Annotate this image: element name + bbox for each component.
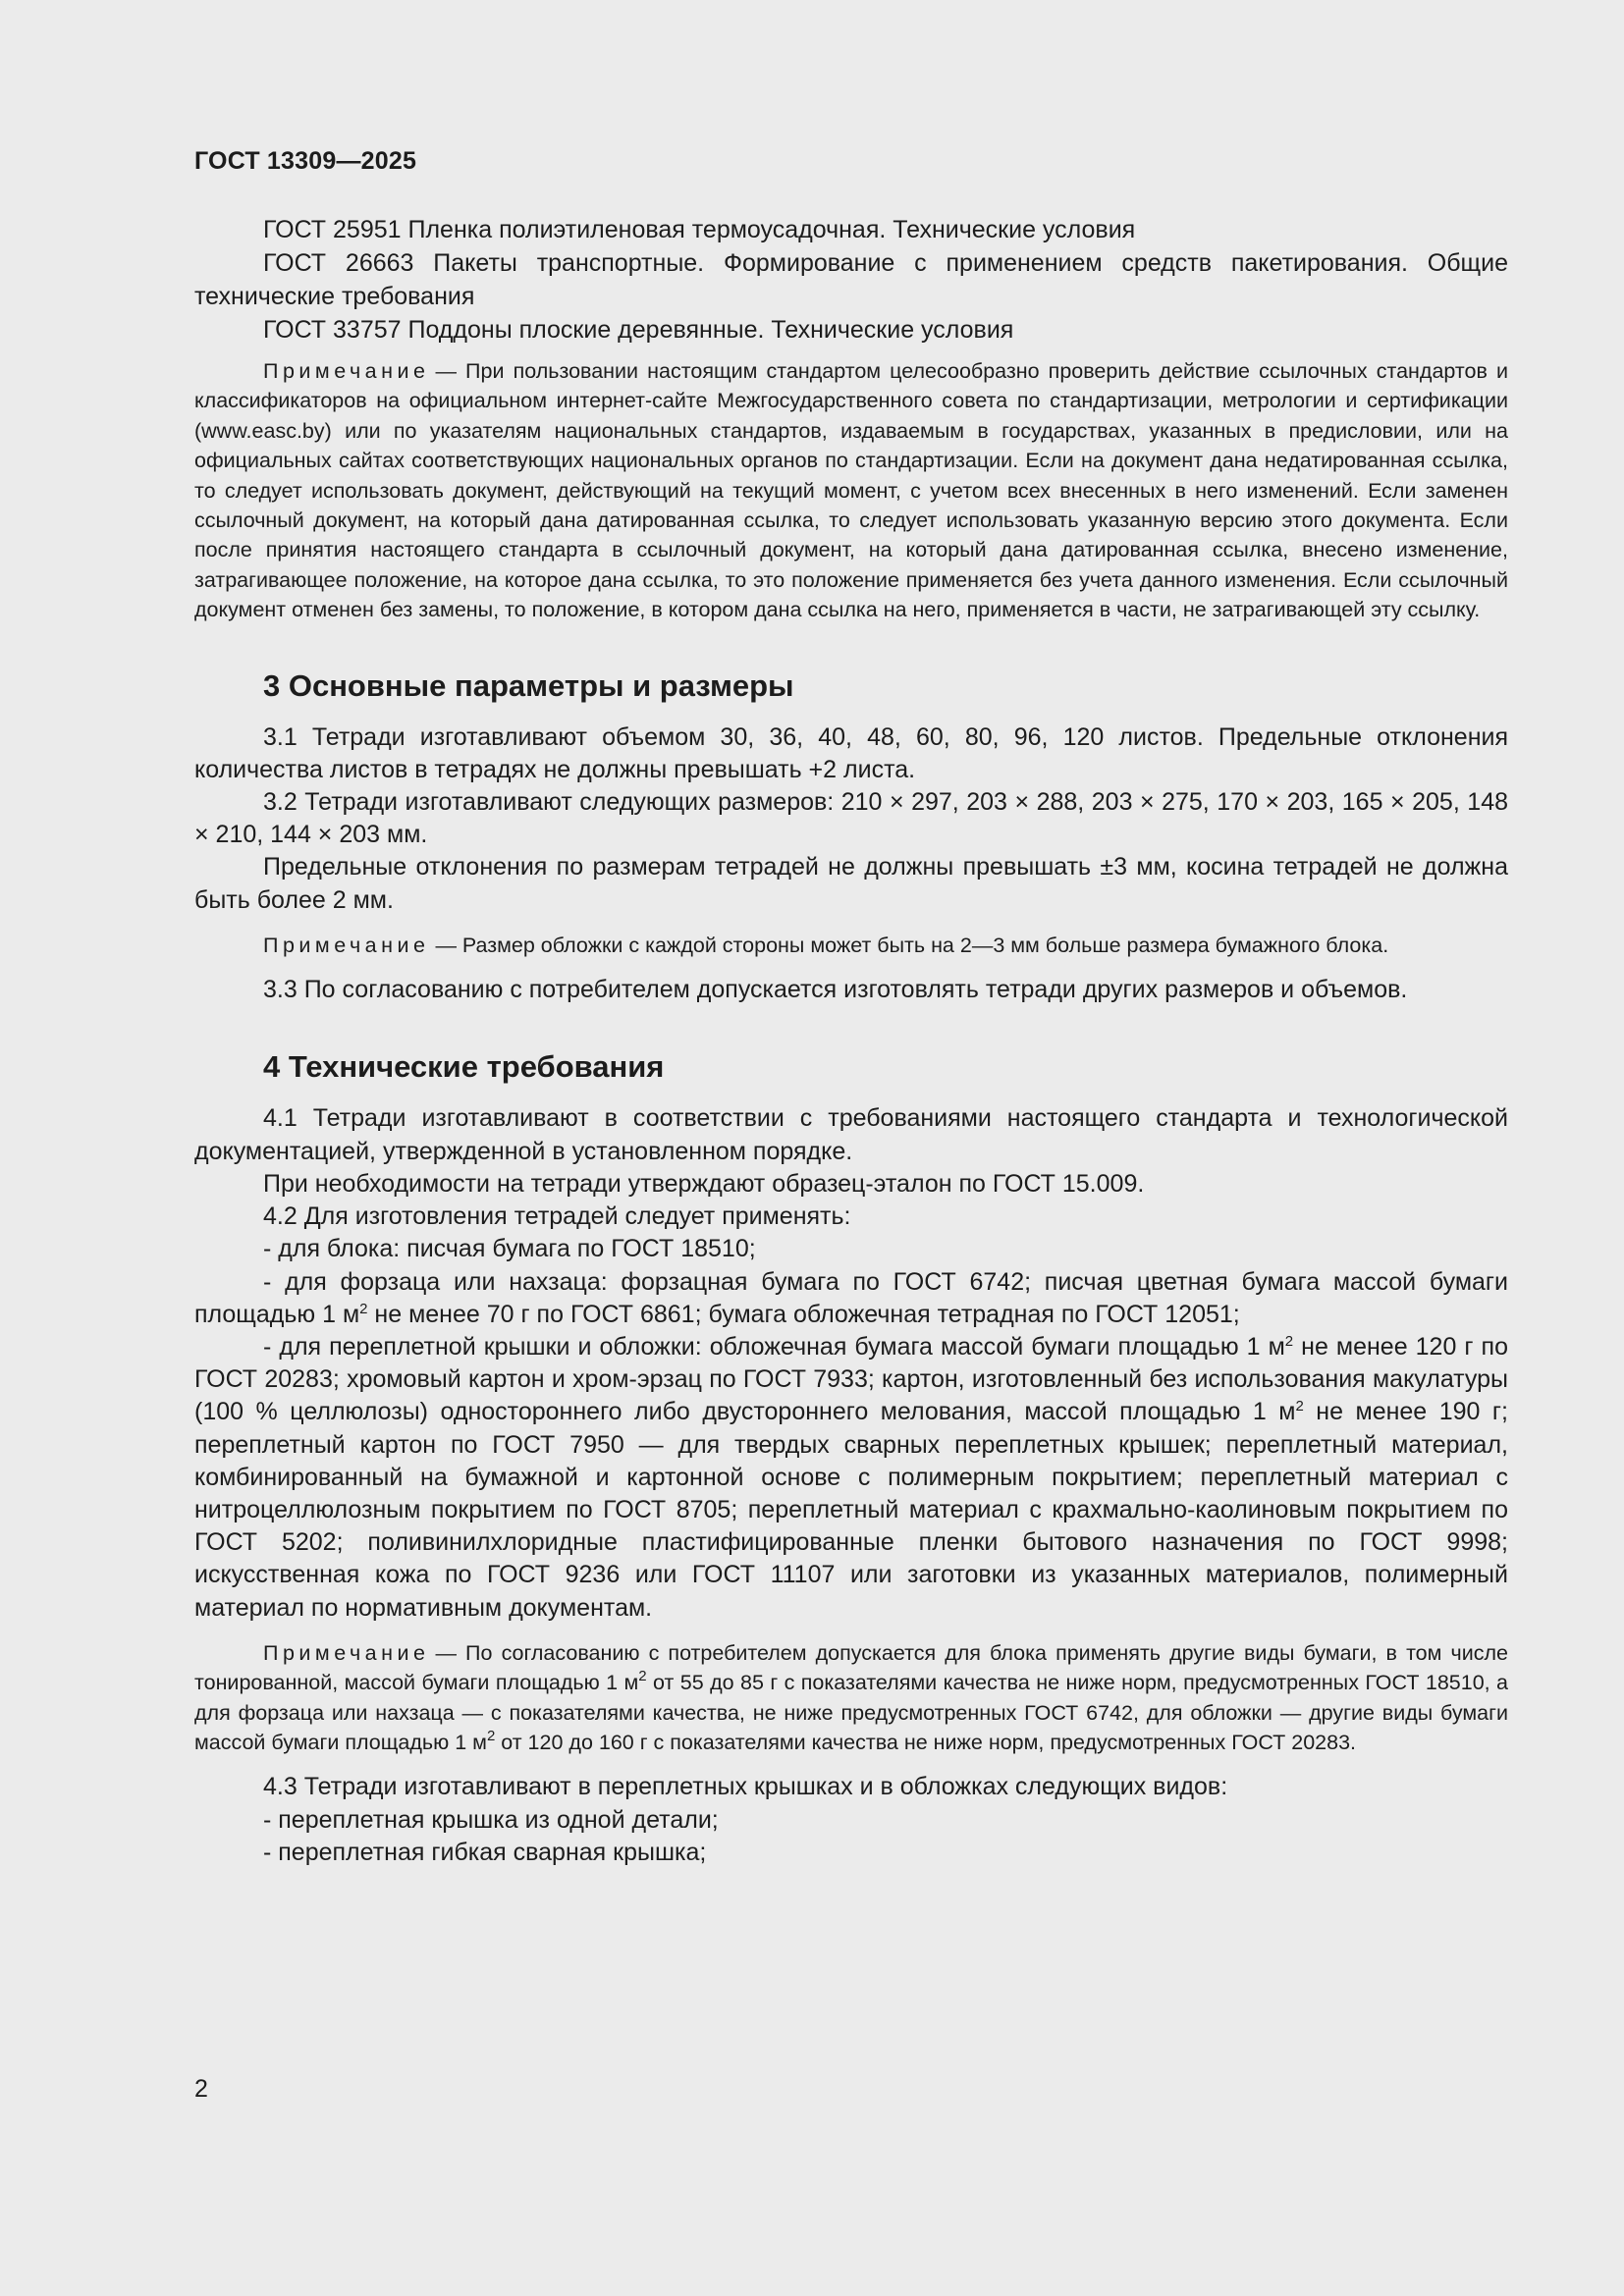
paragraph-4-3: 4.3 Тетради изготавливают в переплетных крышках и в обложках следующих видов: xyxy=(263,1773,1228,1801)
list-item-one-piece-cover: - переплетная крышка из одной детали; xyxy=(263,1805,719,1834)
list-item-endpaper xyxy=(194,1266,1508,1331)
list-item-endpaper-text-cont: не менее 70 г по ГОСТ 6861; бумага обложечная тетрадная по ГОСТ 12051; xyxy=(367,1300,1240,1328)
paragraph-4-1: 4.1 Тетради изготавливают в соответствии с требованиями настоящего стандарта и технологической документацией, утвержденной в установленном порядке. xyxy=(194,1104,1508,1165)
note-label: Примечание xyxy=(263,933,430,957)
section-3-note xyxy=(194,931,1508,960)
section-4-note-text: — По согласованию с потребителем допускается для блока применять другие виды бумаги, в том числе тонированной, массой бумаги площадью 1 м xyxy=(194,1640,1508,1695)
paragraph-3-1: 3.1 Тетради изготавливают объемом 30, 36, 40, 48, 60, 80, 96, 120 листов. Предельные отклонения количества листов в тетрадях не должны превышать +2 листа. xyxy=(194,722,1508,783)
list-item-cover-text: - для переплетной крышки и обложки: обложечная бумага массой бумаги площадью 1 м xyxy=(263,1332,1285,1361)
reference-gost-25951: ГОСТ 25951 Пленка полиэтиленовая термоусадочная. Технические условия xyxy=(263,216,1136,243)
list-item-block-paper: - для блока: писчая бумага по ГОСТ 18510; xyxy=(263,1235,756,1263)
paragraph-3-3: 3.3 По согласованию с потребителем допускается изготовлять тетради других размеров и объемов. xyxy=(263,976,1408,1004)
superscript: 2 xyxy=(638,1668,647,1685)
document-page xyxy=(194,147,1508,1869)
list-item-flexible-cover: - переплетная гибкая сварная крышка; xyxy=(263,1838,707,1866)
section-4-note-text-cont: от 55 до 85 г с показателями качества не ниже норм, предусмотренных ГОСТ 18510, а для форзаца или нахзаца — с показателями качества, не ниже предусмотренных ГОСТ 6742, для обложки — другие виды бумаги массой бумаги площадью 1 м xyxy=(194,1671,1508,1754)
reference-gost-33757: ГОСТ 33757 Поддоны плоские деревянные. Технические условия xyxy=(263,316,1014,344)
paragraph-3-2: 3.2 Тетради изготавливают следующих размеров: 210 × 297, 203 × 288, 203 × 275, 170 × 203, 165 × 205, 148 × 210, 144 × 203 мм. xyxy=(194,788,1508,849)
paragraph-3-2-tolerance: Предельные отклонения по размерам тетрадей не должны превышать ±3 мм, косина тетрадей не должна быть более 2 мм. xyxy=(194,853,1508,914)
references-note-text: — При пользовании настоящим стандартом целесообразно проверить действие ссылочных стандартов и классификаторов на официальном интернет-сайте Межгосударственного совета по стандартизации, метрологии и сертификации (www.easc.by) или по указателям национальных стандартов, издаваемым в государствах, указанных в предисловии, или на официальных сайтах соответствующих национальных органов по стандартизации. Если на документ дана недатированная ссылка, то следует использовать документ, действующий на текущий момент, с учетом всех внесенных в него изменений. Если заменен ссылочный документ, на который дана датированная ссылка, то следует использовать указанную версию этого документа. Если после принятия настоящего стандарта в ссылочный документ, на который дана датированная ссылка, внесено изменение, затрагивающее положение, на которое дана ссылка, то это положение применяется без учета данного изменения. Если ссылочный документ отменен без замены, то положение, в котором дана ссылка на него, применяется в части, не затрагивающей эту ссылку. xyxy=(194,359,1508,622)
paragraph-4-1-sample: При необходимости на тетради утверждают образец-эталон по ГОСТ 15.009. xyxy=(263,1169,1145,1198)
superscript: 2 xyxy=(359,1300,368,1317)
document-header: ГОСТ 13309—2025 xyxy=(194,147,417,175)
section-3-note-text: — Размер обложки с каждой стороны может быть на 2—3 мм больше размера бумажного блока. xyxy=(435,933,1389,957)
list-item-cover-text-cont: не менее 120 г по ГОСТ 20283; хромовый картон и хром-эрзац по ГОСТ 7933; картон, изготовленный без использования макулатуры (100 % целлюлозы) одностороннего либо двустороннего мелования, массой площадью 1 м xyxy=(194,1332,1508,1426)
section-3-title: 3 Основные параметры и размеры xyxy=(263,667,794,703)
page-number: 2 xyxy=(194,2075,208,2103)
references-note xyxy=(194,356,1508,625)
note-label: Примечание xyxy=(263,1640,430,1665)
list-item-cover xyxy=(194,1331,1508,1625)
section-4-note xyxy=(194,1638,1508,1758)
section-4-note-text-end: от 120 до 160 г с показателями качества не ниже норм, предусмотренных ГОСТ 20283. xyxy=(495,1730,1357,1754)
section-4-title: 4 Технические требования xyxy=(263,1049,665,1085)
list-item-cover-text-end: не менее 190 г; переплетный картон по ГОСТ 7950 — для твердых сварных переплетных крышек; переплетный материал, комбинированный на бумажной и картонной основе с полимерным покрытием; переплетный материал с нитроцеллюлозным покрытием по ГОСТ 8705; переплетный материал с крахмально-каолиновым покрытием по ГОСТ 5202; поливинилхлоридные пластифицированные пленки бытового назначения по ГОСТ 9998; искусственная кожа по ГОСТ 9236 или ГОСТ 11107 или заготовки из указанных материалов, полимерный материал по нормативным документам. xyxy=(194,1398,1508,1622)
superscript: 2 xyxy=(486,1727,496,1744)
superscript: 2 xyxy=(1295,1398,1304,1415)
reference-gost-26663: ГОСТ 26663 Пакеты транспортные. Формирование с применением средств пакетирования. Общие технические требования xyxy=(194,249,1508,310)
list-item-endpaper-text: - для форзаца или нахзаца: форзацная бумага по ГОСТ 6742; писчая цветная бумага массой бумаги площадью 1 м xyxy=(194,1267,1508,1328)
paragraph-4-2: 4.2 Для изготовления тетрадей следует применять: xyxy=(263,1202,851,1231)
superscript: 2 xyxy=(1284,1332,1294,1350)
note-label: Примечание xyxy=(263,359,430,383)
